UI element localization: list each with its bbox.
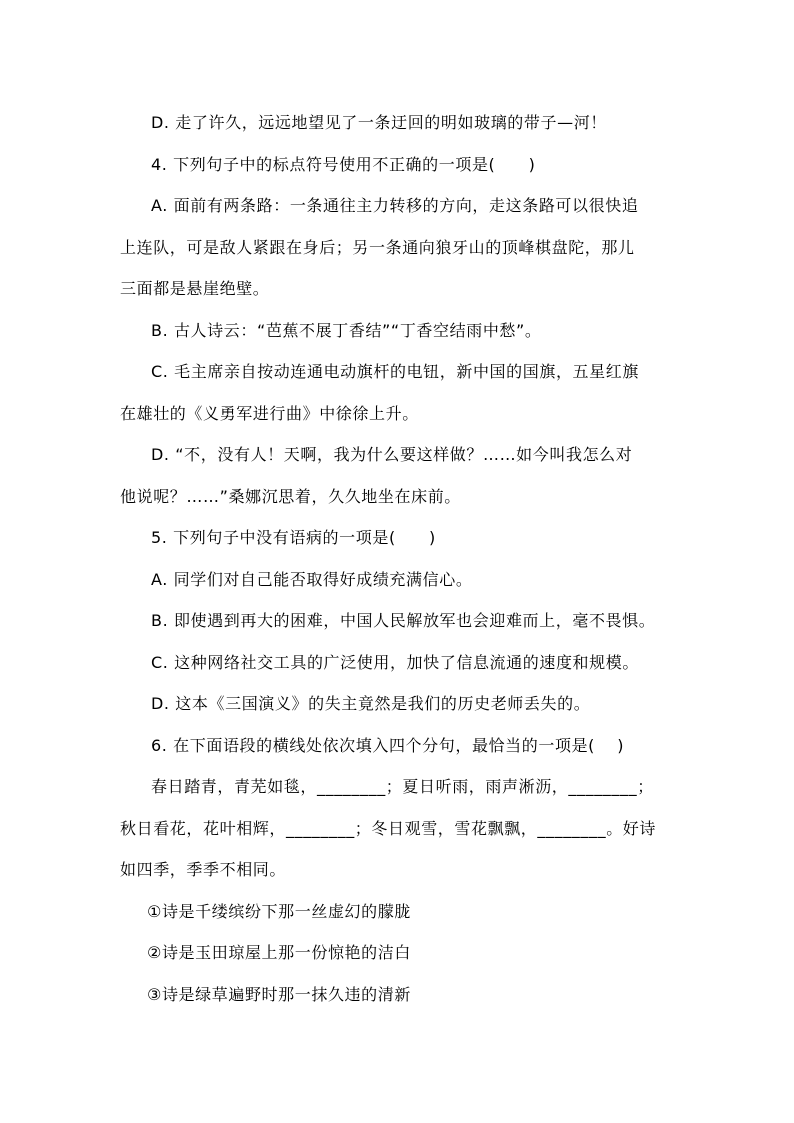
clause-2-q6: ②诗是玉田琼屋上那一份惊艳的洁白	[147, 943, 411, 962]
option-a-q4-line1: A. 面前有两条路：一条通往主力转移的方向，走这条路可以很快追	[151, 196, 639, 215]
option-d-q3: D. 走了许久，远远地望见了一条迂回的明如玻璃的带子—河！	[151, 113, 607, 132]
option-a-q4-line3: 三面都是悬崖绝壁。	[120, 279, 270, 298]
option-c-q4-line2: 在雄壮的《义勇军进行曲》中徐徐上升。	[120, 403, 419, 423]
option-b-q5: B. 即使遇到再大的困难，中国人民解放军也会迎难而上，毫不畏惧。	[151, 611, 656, 630]
option-a-q4-line2: 上连队，可是敌人紧跟在身后；另一条通向狼牙山的顶峰棋盘陀，那儿	[120, 237, 635, 257]
passage-q6-line1: 春日踏青，青芜如毯，________；夏日听雨，雨声淅沥，________；	[151, 777, 654, 796]
document-body	[120, 102, 676, 1015]
option-d-q4-line1: D. “不，没有人！天啊，我为什么要这样做？……如今叫我怎么对	[151, 445, 633, 464]
question-4: 4. 下列句子中的标点符号使用不正确的一项是( )	[151, 154, 536, 174]
question-6: 6. 在下面语段的横线处依次填入四个分句，最恰当的一项是( )	[151, 735, 625, 755]
option-c-q5: C. 这种网络社交工具的广泛使用，加快了信息流通的速度和规模。	[151, 652, 639, 672]
clause-1-q6: ①诗是千缕缤纷下那一丝虚幻的朦胧	[147, 901, 411, 921]
option-a-q5: A. 同学们对自己能否取得好成绩充满信心。	[151, 569, 473, 589]
option-c-q4-line1: C. 毛主席亲自按动连通电动旗杆的电钮，新中国的国旗，五星红旗	[151, 362, 639, 381]
option-d-q5: D. 这本《三国演义》的失主竟然是我们的历史老师丢失的。	[151, 694, 591, 713]
option-b-q4: B. 古人诗云：“芭蕉不展丁香结”“丁香空结雨中愁”。	[151, 320, 542, 340]
passage-q6-line2: 秋日看花，花叶相辉，________；冬日观雪，雪花飘飘，________。好诗	[120, 818, 657, 838]
clause-3-q6: ③诗是绿草遍野时那一抹久违的清新	[147, 984, 411, 1004]
question-5: 5. 下列句子中没有语病的一项是( )	[151, 528, 436, 547]
option-d-q4-line2: 他说呢？……”桑娜沉思着，久久地坐在床前。	[120, 486, 461, 506]
passage-q6-line3: 如四季，季季不相同。	[120, 860, 287, 879]
